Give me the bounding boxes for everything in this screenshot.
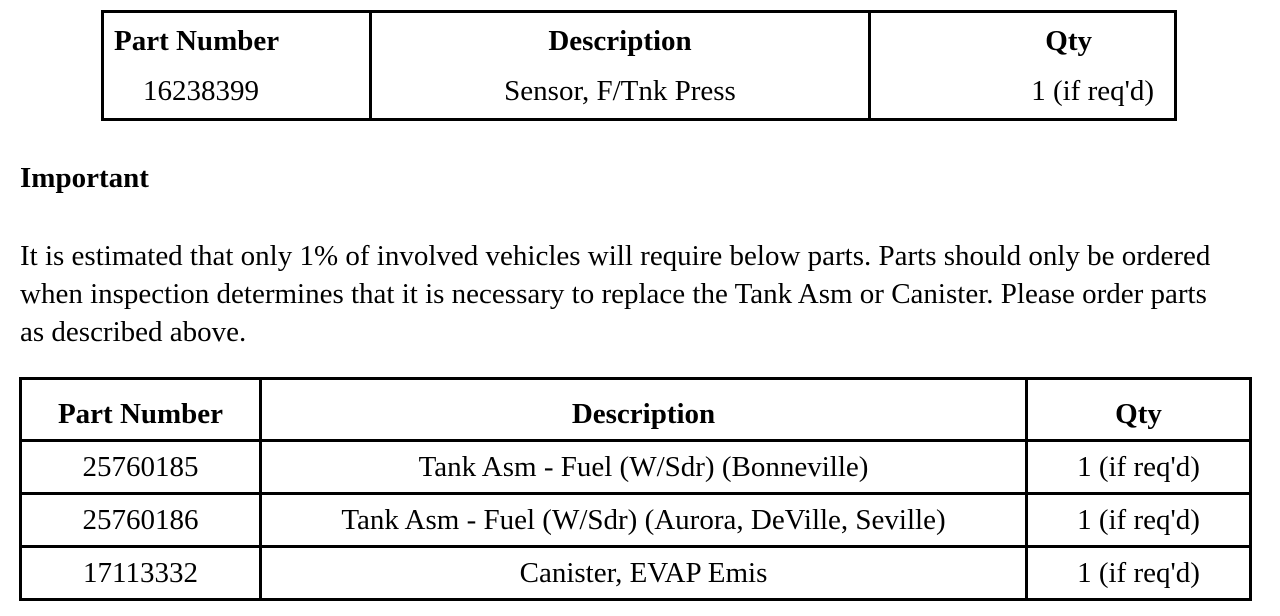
important-note: It is estimated that only 1% of involved vehicles will require below parts. Parts should only be ordered when inspection determines that it is necessary to replace the Tank Asm or Canister. Please order parts as described above.	[20, 240, 1211, 348]
qty-cell: 1 (if req'd)	[1027, 494, 1251, 547]
description-value: Sensor, F/Tnk Press	[504, 75, 736, 107]
part-number-value: 16238399	[143, 75, 259, 107]
important-heading: Important	[20, 162, 149, 194]
part-number-cell: 25760185	[21, 441, 261, 494]
replacement-parts-table	[19, 377, 1252, 601]
qty-value: 1 (if req'd)	[1031, 75, 1154, 107]
description-cell	[371, 12, 870, 120]
description-cell: Tank Asm - Fuel (W/Sdr) (Bonneville)	[261, 441, 1027, 494]
qty-cell	[870, 12, 1176, 120]
column-header-qty: Qty	[1045, 25, 1092, 57]
table-row	[21, 547, 1251, 600]
table-row	[21, 441, 1251, 494]
column-header-qty: Qty	[1027, 379, 1251, 441]
sensor-parts-table	[101, 10, 1177, 121]
table-row	[21, 494, 1251, 547]
part-number-cell: 17113332	[21, 547, 261, 600]
part-number-cell	[103, 12, 371, 120]
description-cell: Canister, EVAP Emis	[261, 547, 1027, 600]
column-header-part-number: Part Number	[21, 379, 261, 441]
table-header-row	[21, 379, 1251, 441]
qty-cell: 1 (if req'd)	[1027, 441, 1251, 494]
column-header-description: Description	[261, 379, 1027, 441]
table-row	[103, 12, 1176, 120]
description-cell: Tank Asm - Fuel (W/Sdr) (Aurora, DeVille, Seville)	[261, 494, 1027, 547]
column-header-description: Description	[548, 25, 692, 57]
qty-cell: 1 (if req'd)	[1027, 547, 1251, 600]
column-header-part-number: Part Number	[114, 25, 280, 57]
part-number-cell: 25760186	[21, 494, 261, 547]
